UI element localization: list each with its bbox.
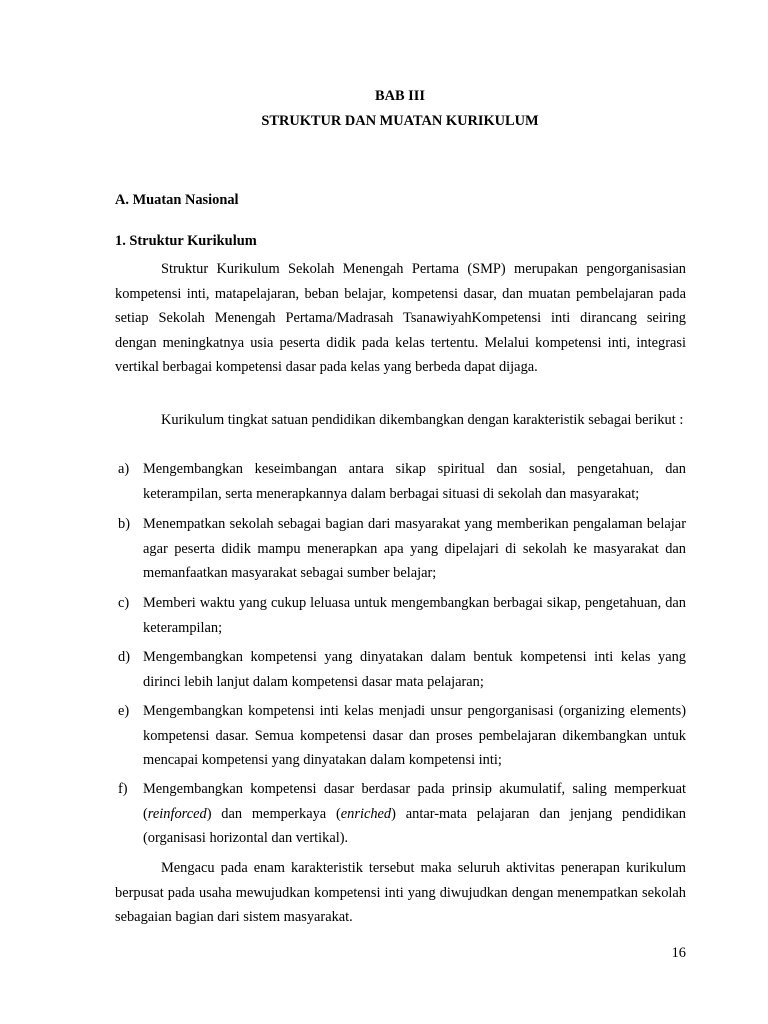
list-item <box>115 512 686 586</box>
list-item-text-part: Mengembangkan kompetensi dasar berdasar pada prinsip akumulatif, saling memperkuat ( <box>143 781 686 822</box>
subsection-heading: 1. Struktur Kurikulum <box>115 233 257 249</box>
list-item-text-part: ) dan memperkaya ( <box>206 805 341 822</box>
list-item-text: Mengembangkan keseimbangan antara sikap spiritual dan sosial, pengetahuan, dan keterampilan, serta menerapkannya dalam berbagai situasi di sekolah dan masyarakat; <box>143 461 686 502</box>
paragraph-characteristics-text: Kurikulum tingkat satuan pendidikan dikembangkan dengan karakteristik sebagai berikut : <box>161 412 684 428</box>
list-item-emphasis: reinforced <box>147 805 207 822</box>
list-item-text: Mengembangkan kompetensi yang dinyatakan dalam bentuk kompetensi inti kelas yang dirinci lebih lanjut dalam kompetensi dasar mata pelajaran; <box>143 649 686 690</box>
list-item <box>115 645 686 694</box>
page-number: 16 <box>671 945 686 961</box>
list-marker: d) <box>118 649 130 665</box>
list-item-text: Memberi waktu yang cukup leluasa untuk mengembangkan berbagai sikap, pengetahuan, dan keterampilan; <box>143 595 686 636</box>
list-marker: e) <box>118 703 130 719</box>
list-item <box>115 457 686 506</box>
list-marker: f) <box>118 781 128 797</box>
paragraph-characteristics <box>115 408 686 433</box>
section-heading: A. Muatan Nasional <box>115 192 239 208</box>
list-item <box>115 777 686 851</box>
list-item-emphasis: enriched <box>340 805 392 822</box>
list-marker: c) <box>118 595 130 611</box>
chapter-label: BAB III <box>375 88 425 104</box>
chapter-title: STRUKTUR DAN MUATAN KURIKULUM <box>261 113 539 129</box>
list-item <box>115 591 686 640</box>
list-item-text <box>143 777 686 851</box>
paragraph-intro <box>115 257 686 380</box>
list-item <box>115 699 686 773</box>
paragraph-closing-text: Mengacu pada enam karakteristik tersebut maka seluruh aktivitas penerapan kurikulum berpusat pada usaha mewujudkan kompetensi inti yang diwujudkan dengan menempatkan sekolah sebagaian bagian dari sistem masyarakat. <box>115 860 686 926</box>
list-marker: a) <box>118 461 130 477</box>
list-marker: b) <box>118 516 130 532</box>
paragraph-intro-text: Struktur Kurikulum Sekolah Menengah Pertama (SMP) merupakan pengorganisasian kompetensi inti, matapelajaran, beban belajar, kompetensi dasar, dan muatan pembelajaran pada setiap Sekolah Menengah Pertama/Madrasah TsanawiyahKompetensi inti dirancang seiring dengan meningkatnya usia peserta didik pada kelas tertentu. Melalui kompetensi inti, integrasi vertikal berbagai kompetensi dasar pada kelas yang berbeda dapat dijaga. <box>115 261 686 376</box>
list-item-text-part: ) antar-mata pelajaran dan jenjang pendidikan (organisasi horizontal dan vertikal). <box>143 805 686 847</box>
list-item-text: Menempatkan sekolah sebagai bagian dari masyarakat yang memberikan pengalaman belajar agar peserta didik mampu menerapkan apa yang dipelajari di sekolah ke masyarakat dan memanfaatkan masyarakat sebagai sumber belajar; <box>143 516 686 582</box>
paragraph-closing <box>115 856 686 930</box>
list-item-text: Mengembangkan kompetensi inti kelas menjadi unsur pengorganisasi (organizing elements) kompetensi dasar. Semua kompetensi dasar dan proses pembelajaran dikembangkan untuk mencapai kompetensi yang dinyatakan dalam kompetensi inti; <box>143 703 686 769</box>
